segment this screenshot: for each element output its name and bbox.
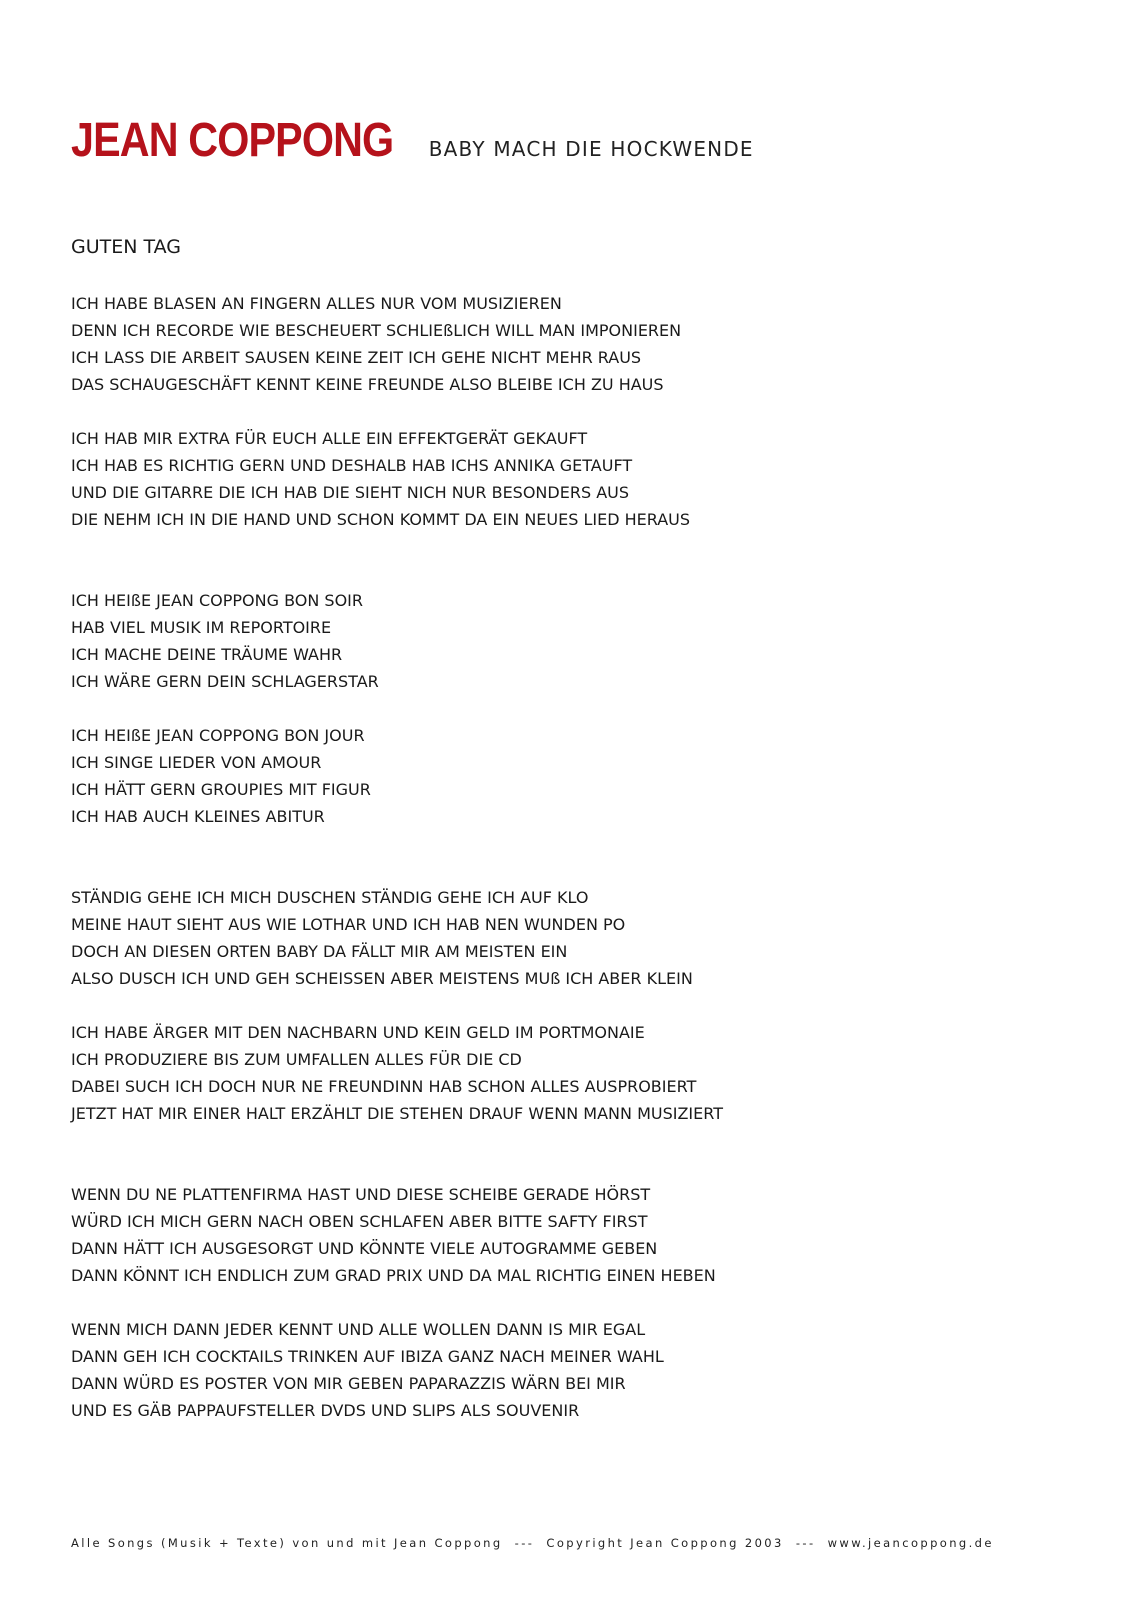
lyric-line: UND ES GÄB PAPPAUFSTELLER DVDS UND SLIPS ALS SOUVENIR xyxy=(71,1401,580,1420)
lyric-line: ICH HAB MIR EXTRA FÜR EUCH ALLE EIN EFFEKTGERÄT GEKAUFT xyxy=(71,429,588,448)
lyric-line: ICH HABE BLASEN AN FINGERN ALLES NUR VOM MUSIZIEREN xyxy=(71,294,562,313)
lyrics-body xyxy=(71,290,723,1424)
lyric-line: WENN MICH DANN JEDER KENNT UND ALLE WOLLEN DANN IS MIR EGAL xyxy=(71,1320,646,1339)
lyric-line: DIE NEHM ICH IN DIE HAND UND SCHON KOMMT DA EIN NEUES LIED HERAUS xyxy=(71,510,691,529)
artist-name: JEAN COPPONG xyxy=(71,114,394,167)
lyric-line: DANN HÄTT ICH AUSGESORGT UND KÖNNTE VIELE AUTOGRAMME GEBEN xyxy=(71,1239,658,1258)
lyric-line: DANN WÜRD ES POSTER VON MIR GEBEN PAPARAZZIS WÄRN BEI MIR xyxy=(71,1374,626,1393)
lyric-line: ICH HEIßE JEAN COPPONG BON JOUR xyxy=(71,726,365,745)
lyric-line: ICH SINGE LIEDER VON AMOUR xyxy=(71,753,322,772)
lyric-line: DENN ICH RECORDE WIE BESCHEUERT SCHLIEßLICH WILL MAN IMPONIEREN xyxy=(71,321,682,340)
lyric-line: ICH MACHE DEINE TRÄUME WAHR xyxy=(71,645,343,664)
copyright-footer: Alle Songs (Musik + Texte) von und mit Jean Coppong --- Copyright Jean Coppong 2003 --- www.jeancoppong.de xyxy=(71,1536,994,1550)
lyric-line: ICH PRODUZIERE BIS ZUM UMFALLEN ALLES FÜR DIE CD xyxy=(71,1050,522,1069)
lyric-line: STÄNDIG GEHE ICH MICH DUSCHEN STÄNDIG GEHE ICH AUF KLO xyxy=(71,888,589,907)
page-header xyxy=(71,113,754,168)
lyric-line: ICH HÄTT GERN GROUPIES MIT FIGUR xyxy=(71,780,371,799)
lyric-line: WENN DU NE PLATTENFIRMA HAST UND DIESE SCHEIBE GERADE HÖRST xyxy=(71,1185,651,1204)
lyric-line: DABEI SUCH ICH DOCH NUR NE FREUNDINN HAB SCHON ALLES AUSPROBIERT xyxy=(71,1077,697,1096)
lyric-line: ICH HEIßE JEAN COPPONG BON SOIR xyxy=(71,591,364,610)
lyric-line: HAB VIEL MUSIK IM REPORTOIRE xyxy=(71,618,332,637)
album-title: BABY MACH DIE HOCKWENDE xyxy=(428,137,754,161)
lyric-line: ICH HAB ES RICHTIG GERN UND DESHALB HAB ICHS ANNIKA GETAUFT xyxy=(71,456,633,475)
lyric-line: ALSO DUSCH ICH UND GEH SCHEISSEN ABER MEISTENS MUß ICH ABER KLEIN xyxy=(71,969,693,988)
lyric-line: MEINE HAUT SIEHT AUS WIE LOTHAR UND ICH HAB NEN WUNDEN PO xyxy=(71,915,626,934)
lyric-line: ICH HAB AUCH KLEINES ABITUR xyxy=(71,807,325,826)
lyric-line: UND DIE GITARRE DIE ICH HAB DIE SIEHT NICH NUR BESONDERS AUS xyxy=(71,483,629,502)
lyric-line: DANN GEH ICH COCKTAILS TRINKEN AUF IBIZA GANZ NACH MEINER WAHL xyxy=(71,1347,664,1366)
song-title: GUTEN TAG xyxy=(71,236,182,258)
lyric-line: ICH WÄRE GERN DEIN SCHLAGERSTAR xyxy=(71,672,379,691)
lyric-line: DANN KÖNNT ICH ENDLICH ZUM GRAD PRIX UND DA MAL RICHTIG EINEN HEBEN xyxy=(71,1266,716,1285)
lyric-line: DOCH AN DIESEN ORTEN BABY DA FÄLLT MIR AM MEISTEN EIN xyxy=(71,942,568,961)
lyric-line: ICH HABE ÄRGER MIT DEN NACHBARN UND KEIN GELD IM PORTMONAIE xyxy=(71,1023,645,1042)
lyric-line: ICH LASS DIE ARBEIT SAUSEN KEINE ZEIT ICH GEHE NICHT MEHR RAUS xyxy=(71,348,642,367)
lyric-line: JETZT HAT MIR EINER HALT ERZÄHLT DIE STEHEN DRAUF WENN MANN MUSIZIERT xyxy=(71,1104,723,1123)
lyric-line: WÜRD ICH MICH GERN NACH OBEN SCHLAFEN ABER BITTE SAFTY FIRST xyxy=(71,1212,648,1231)
lyric-line: DAS SCHAUGESCHÄFT KENNT KEINE FREUNDE ALSO BLEIBE ICH ZU HAUS xyxy=(71,375,664,394)
